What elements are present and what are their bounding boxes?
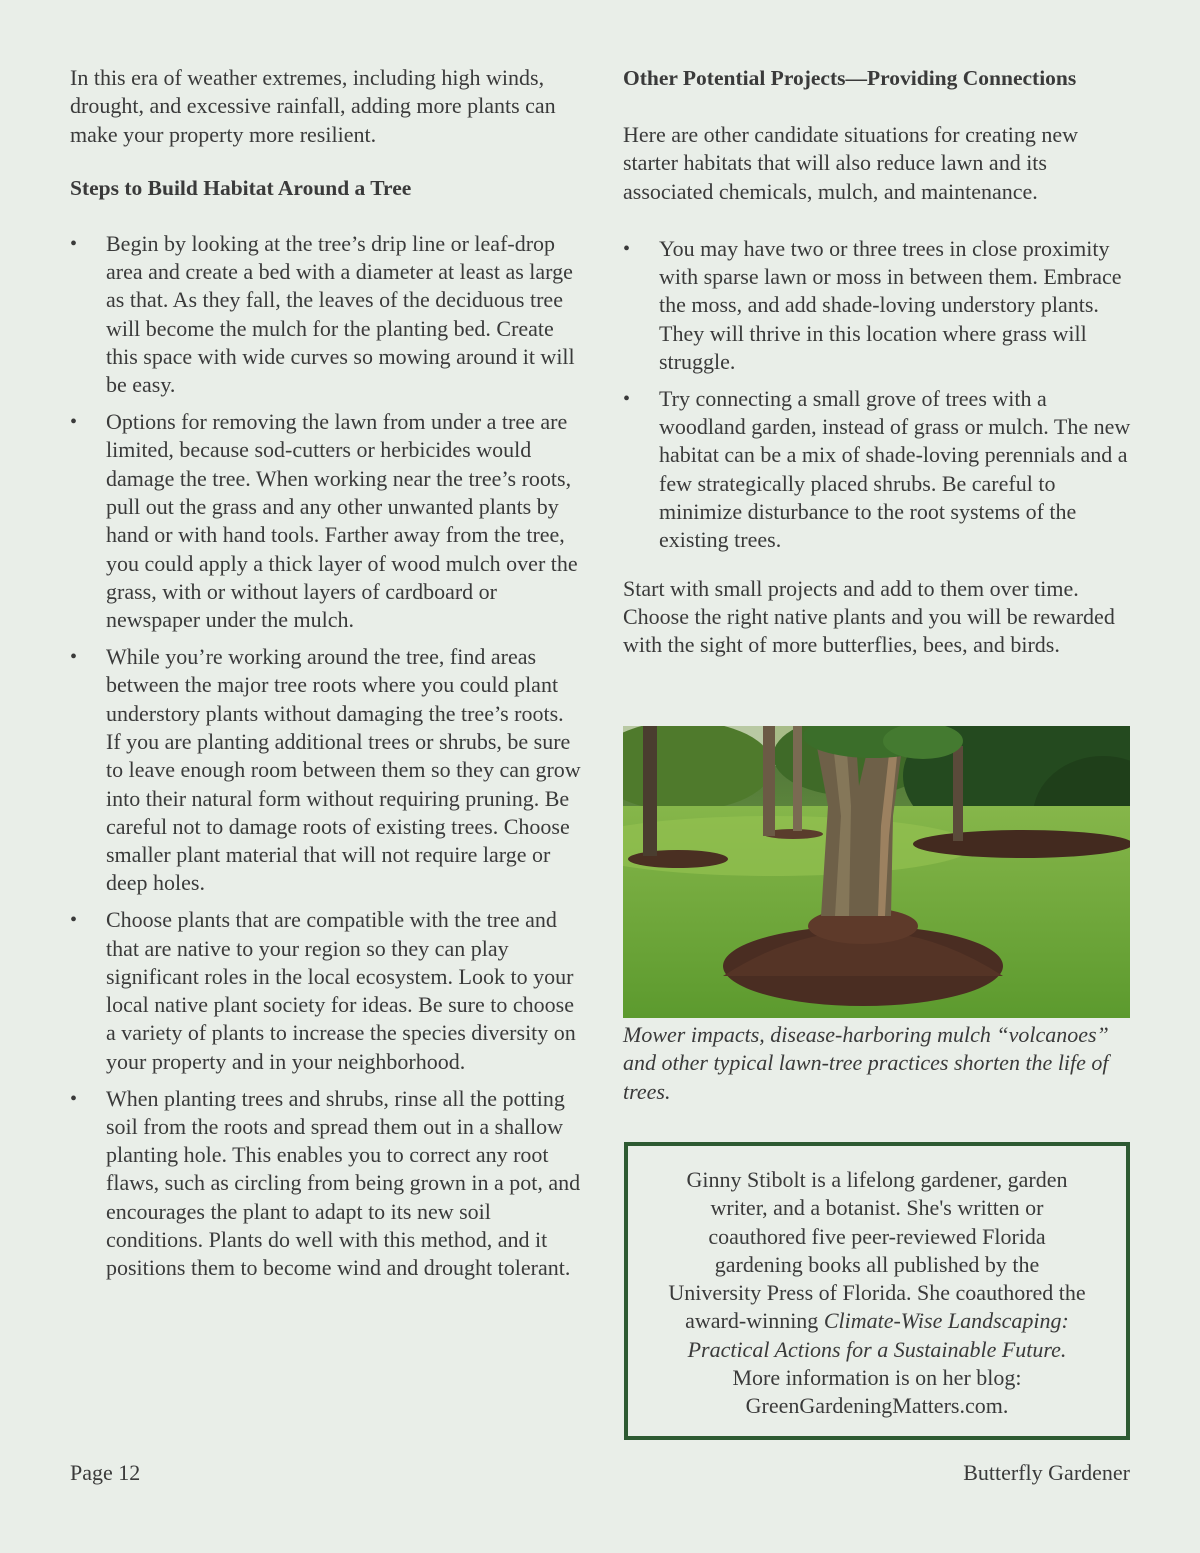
- book-title: Climate-Wise Landscaping: Practical Actions for a Sustainable Future.: [687, 1308, 1069, 1362]
- closing-paragraph: Start with small projects and add to them over time. Choose the right native plants and you will be rewarded with the sight of more butterflies, bees, and birds.: [623, 575, 1115, 658]
- section-heading-steps: Steps to Build Habitat Around a Tree: [70, 175, 412, 200]
- photo-caption: Mower impacts, disease-harboring mulch “volcanoes” and other typical lawn-tree practices shorten the life of trees.: [623, 1022, 1109, 1104]
- bullet-icon: •: [70, 1087, 78, 1110]
- right-column: [623, 64, 1133, 660]
- bullet-icon: •: [70, 909, 78, 932]
- list-item: • Options for removing the lawn from under a tree are limited, because sod-cutters or herbicides would damage the tree. When working near the tree’s roots, pull out the grass and any other unwanted plants by hand or with hand tools. Farther away from the tree, you could apply a thick layer of wood mulch over the grass, with or without layers of cardboard or newspaper under the mulch.: [70, 409, 578, 633]
- section-heading-projects: Other Potential Projects—Providing Connections: [623, 66, 1077, 90]
- projects-list: [623, 235, 1133, 555]
- bullet-icon: •: [70, 232, 78, 255]
- author-bio-box: [624, 1142, 1130, 1440]
- bullet-icon: •: [70, 646, 78, 669]
- left-column: [70, 64, 582, 1291]
- intro-paragraph: In this era of weather extremes, including high winds, drought, and excessive rainfall, adding more plants can make your property more resilient.: [70, 65, 556, 147]
- steps-list: [70, 230, 582, 1283]
- bullet-icon: •: [70, 411, 78, 434]
- list-item: • When planting trees and shrubs, rinse all the potting soil from the roots and spread them out in a shallow planting hole. This enables you to correct any root flaws, such as circling from being grown in a pot, and encourages the plant to adapt to its new soil conditions. Plants do well with this method, and it positions them to become wind and drought tolerant.: [70, 1085, 581, 1281]
- author-bio-text: Ginny Stibolt is a lifelong gardener, garden writer, and a botanist. She's written or coauthored five peer-reviewed Florida gardening books all published by the University Press of Florida. She coauthored the award-winning Climate-Wise Landscaping: Practical Actions for a Sustainable Future. More information is on her blog: GreenGardeningMatters.com.: [668, 1167, 1086, 1419]
- bullet-icon: •: [623, 237, 631, 260]
- list-item: • Try connecting a small grove of trees with a woodland garden, instead of grass or mulch. The new habitat can be a mix of shade-loving perennials and a few strategically placed shrubs. Be careful to minimize disturbance to the root systems of the existing trees.: [623, 385, 1131, 553]
- list-item: • You may have two or three trees in close proximity with sparse lawn or moss in between them. Embrace the moss, and add shade-loving understory plants. They will thrive in this location where grass will struggle.: [623, 235, 1122, 375]
- publication-name: Butterfly Gardener: [963, 1460, 1130, 1485]
- bullet-icon: •: [623, 387, 631, 410]
- list-item: • Choose plants that are compatible with the tree and that are native to your region so they can play significant roles in the local ecosystem. Look to your local native plant society for ideas. Be sure to choose a variety of plants to increase the species diversity on your property and in your neighborhood.: [70, 907, 576, 1074]
- page-number: Page 12: [70, 1460, 141, 1485]
- list-item: • Begin by looking at the tree’s drip line or leaf-drop area and create a bed with a diameter at least as large as that. As they fall, the leaves of the deciduous tree will become the mulch for the planting bed. Create this space with wide curves so mowing around it will be easy.: [70, 230, 575, 398]
- tree-mulch-volcano-photo: [623, 726, 1130, 1018]
- list-item: • While you’re working around the tree, find areas between the major tree roots where you could plant understory plants without damaging the tree’s roots. If you are planting additional trees or shrubs, be sure to leave enough room between them so they can grow into their natural form without requiring pruning. Be careful not to damage roots of existing trees. Choose smaller plant material that will not require large or deep holes.: [70, 644, 581, 896]
- projects-intro-paragraph: Here are other candidate situations for creating new starter habitats that will also reduce lawn and its associated chemicals, mulch, and maintenance.: [623, 122, 1079, 204]
